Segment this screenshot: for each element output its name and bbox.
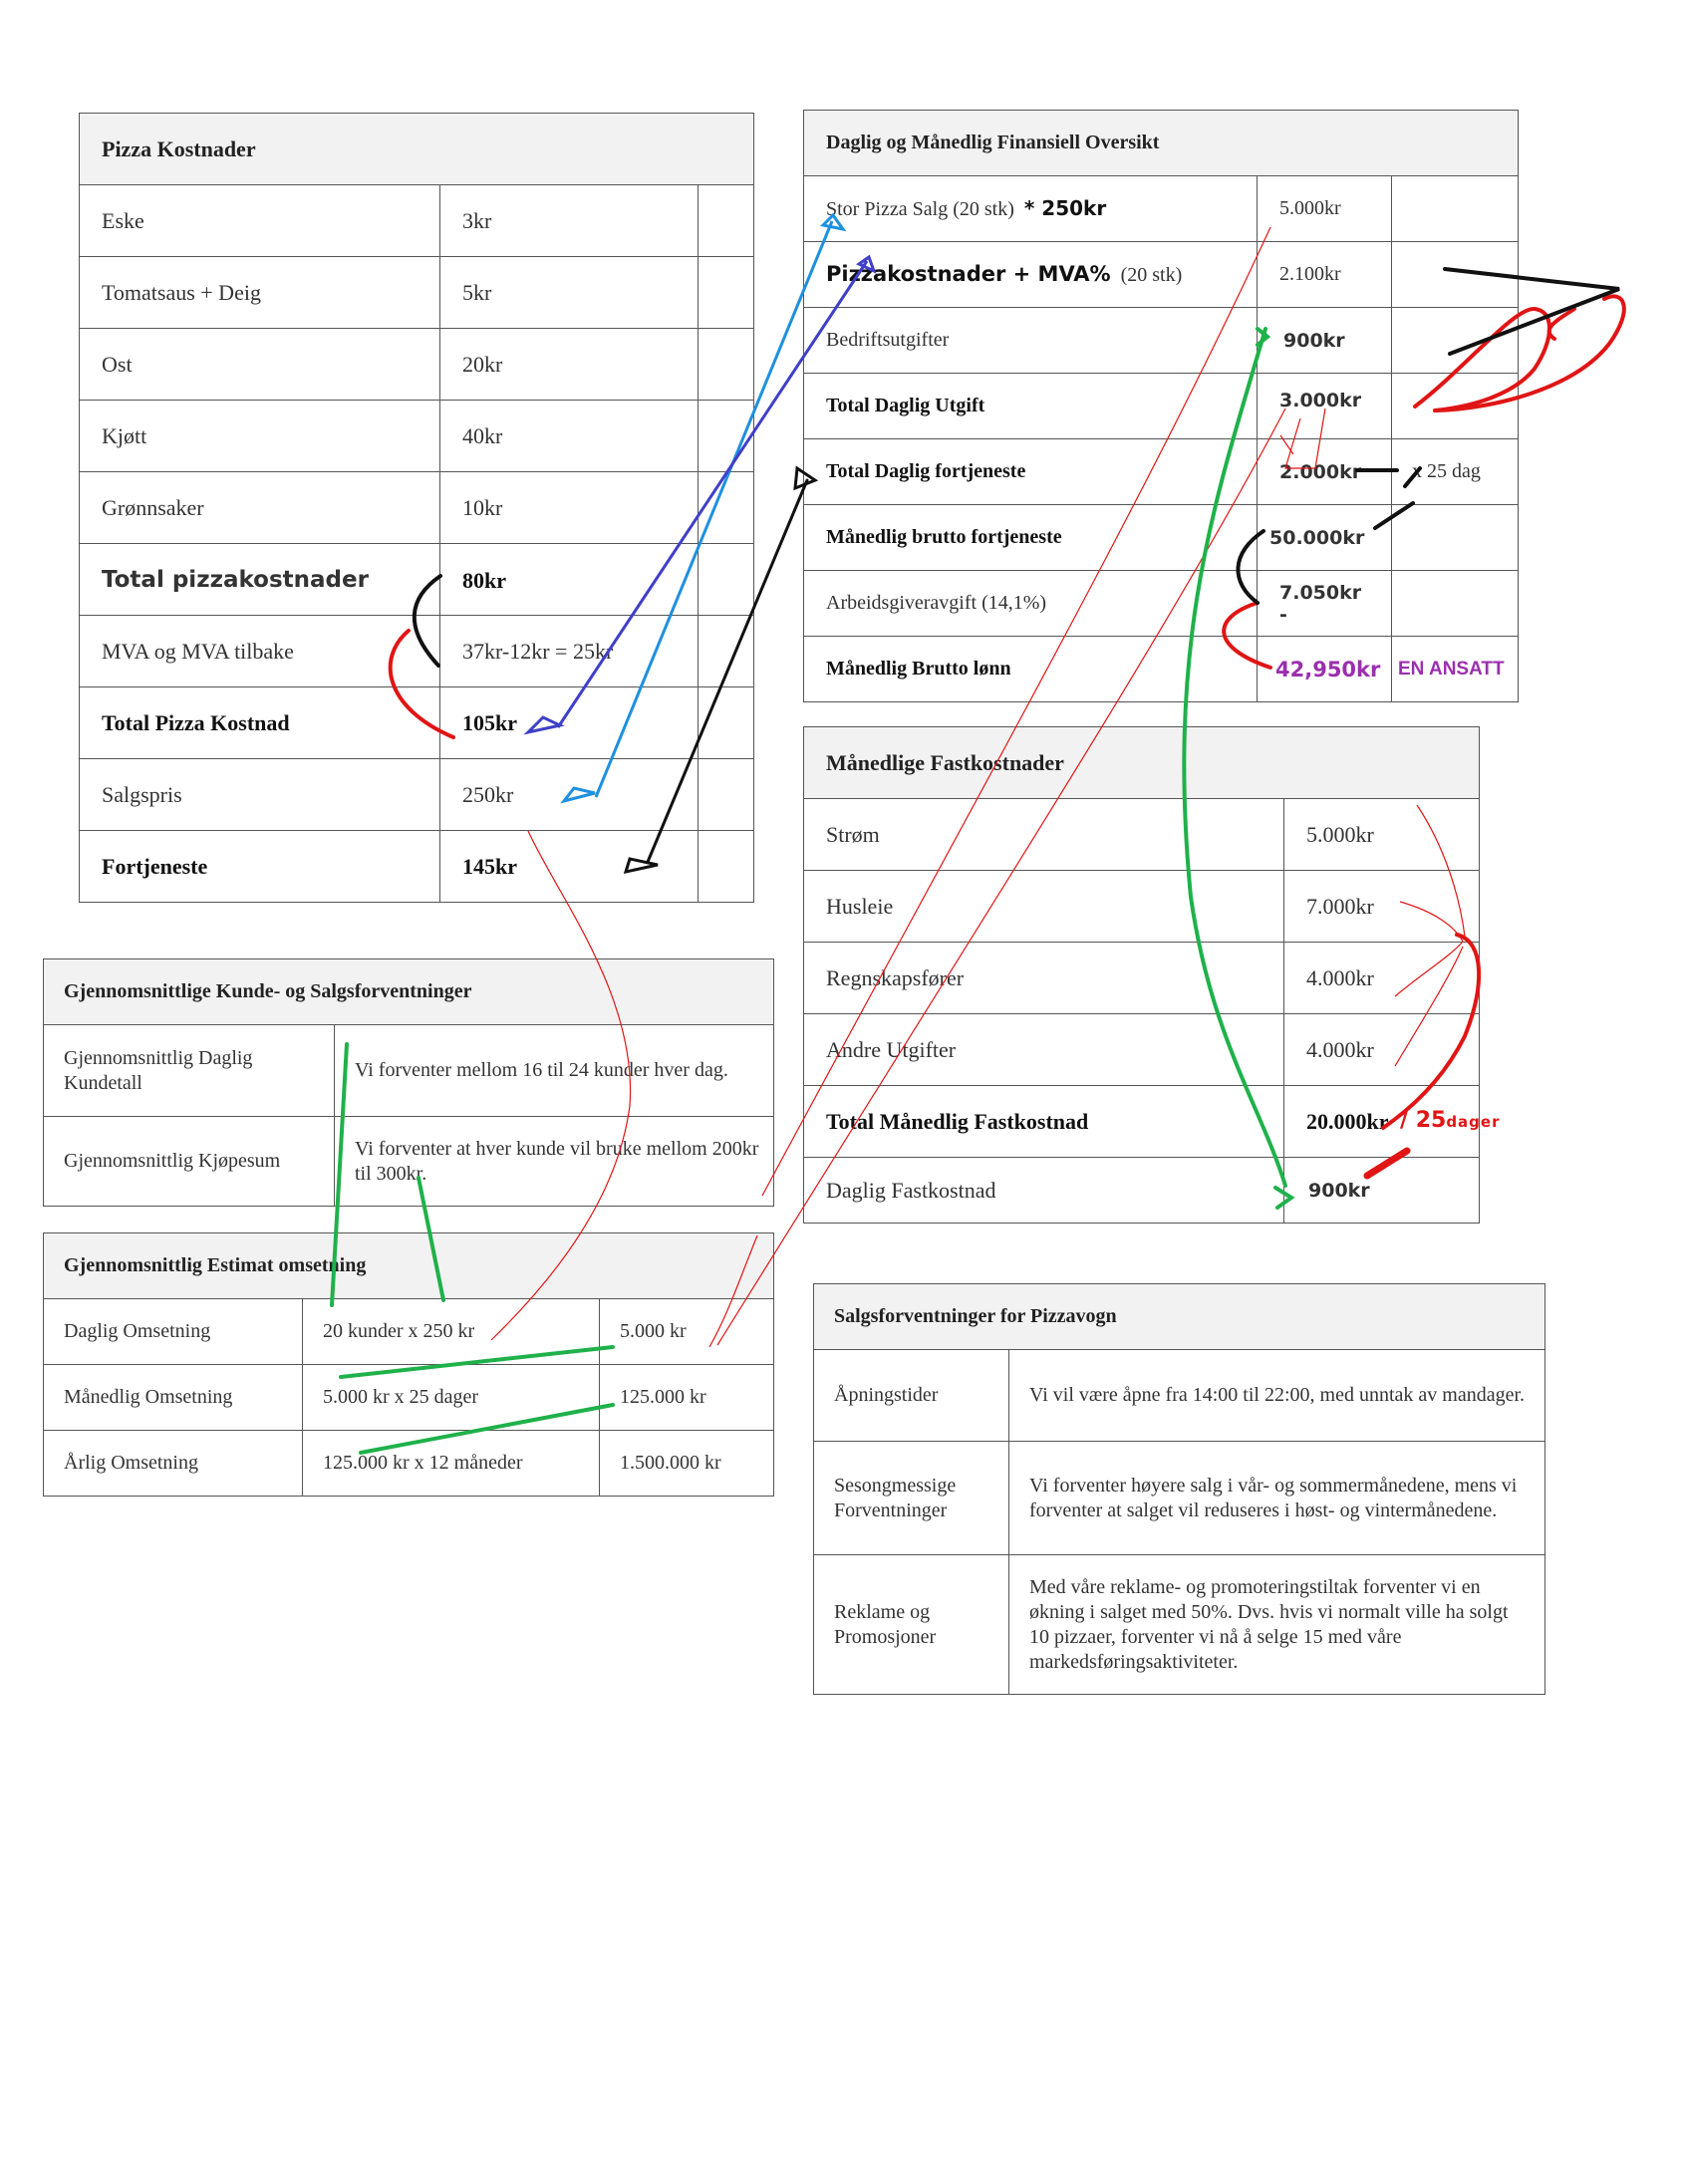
row-label: Årlig Omsetning	[44, 1431, 303, 1497]
row-value: 250kr	[440, 759, 699, 831]
row-value: 80kr	[440, 544, 699, 616]
row-label: Total Daglig Utgift	[804, 374, 1258, 439]
table-row	[804, 176, 1519, 242]
row-label: Salgspris	[80, 759, 440, 831]
divider-annotation: / 25dager	[1400, 1108, 1501, 1133]
row-value: 105kr	[440, 687, 699, 759]
table-row	[80, 616, 754, 687]
table-row	[44, 1117, 774, 1207]
table-row	[44, 1299, 774, 1365]
table-row	[804, 374, 1519, 439]
row-label: Grønnsaker	[80, 472, 440, 544]
row-value: Vi forventer mellom 16 til 24 kunder hver dag.	[335, 1025, 774, 1117]
table-row	[804, 943, 1480, 1014]
revenue-estimate-title: Gjennomsnittlig Estimat omsetning	[44, 1233, 774, 1299]
row-label: Gjennomsnittlig Daglig Kundetall	[44, 1025, 335, 1117]
row-value: 900kr	[1258, 308, 1392, 374]
sales-expectations-title: Salgsforventninger for Pizzavogn	[814, 1284, 1545, 1350]
table-row	[80, 329, 754, 401]
row-value: 3.000kr	[1258, 374, 1392, 439]
row-value: 40kr	[440, 401, 699, 472]
row-value: 20kr	[440, 329, 699, 401]
row-calc: 125.000 kr x 12 måneder	[303, 1431, 600, 1497]
row-value: Med våre reklame- og promoteringstiltak forventer vi en økning i salget med 50%. Dvs. hvis vi normalt ville ha solgt 10 pizzaer, forventer vi nå å selge 15 med våre markedsføringsaktiviteter.	[1009, 1555, 1545, 1695]
row-label: Tomatsaus + Deig	[80, 257, 440, 329]
row-label: Reklame og Promosjoner	[814, 1555, 1009, 1695]
table-row	[80, 401, 754, 472]
row-value: 3kr	[440, 185, 699, 257]
red-curve	[1549, 309, 1574, 339]
row-calc: 5.000 kr x 25 dager	[303, 1365, 600, 1431]
row-note: x 25 dag	[1392, 439, 1519, 505]
table-row	[80, 759, 754, 831]
row-label: Månedlig Omsetning	[44, 1365, 303, 1431]
table-row	[804, 637, 1519, 702]
row-label: Kjøtt	[80, 401, 440, 472]
row-label: Åpningstider	[814, 1350, 1009, 1442]
row-calc: 20 kunder x 250 kr	[303, 1299, 600, 1365]
row-value: 4.000kr	[1284, 943, 1480, 1014]
row-value: 42,950kr	[1258, 637, 1392, 702]
row-note: EN ANSATT	[1392, 637, 1519, 702]
table-row	[804, 242, 1519, 308]
sales-expectations-table	[813, 1283, 1545, 1695]
row-value: 37kr-12kr = 25kr	[440, 616, 699, 687]
row-value: 20.000kr	[1306, 1108, 1389, 1134]
row-value: Vi vil være åpne fra 14:00 til 22:00, med unntak av mandager.	[1009, 1350, 1545, 1442]
row-extra: (20 stk)	[1120, 264, 1183, 286]
table-row	[804, 308, 1519, 374]
customer-expectations-table	[43, 958, 774, 1207]
pizza-costs-table	[79, 113, 754, 903]
row-extra: * 250kr	[1023, 196, 1107, 220]
row-value: 5kr	[440, 257, 699, 329]
revenue-estimate-table	[43, 1232, 774, 1497]
row-label: Andre Utgifter	[804, 1014, 1284, 1086]
row-value: 5.000kr	[1258, 176, 1392, 242]
row-label: Total Pizza Kostnad	[80, 687, 440, 759]
row-label: Ost	[80, 329, 440, 401]
row-label: Total Månedlig Fastkostnad	[804, 1086, 1284, 1158]
table-row	[804, 439, 1519, 505]
pizza-costs-title: Pizza Kostnader	[80, 114, 754, 185]
row-label: Daglig Omsetning	[44, 1299, 303, 1365]
row-value: Vi forventer at hver kunde vil bruke mellom 200kr til 300kr.	[335, 1117, 774, 1207]
table-row	[804, 799, 1480, 871]
table-row	[80, 472, 754, 544]
row-label: Daglig Fastkostnad	[804, 1158, 1284, 1224]
table-row	[80, 185, 754, 257]
table-row	[804, 871, 1480, 943]
row-label: Fortjeneste	[80, 831, 440, 903]
row-value: 7.050kr -	[1258, 571, 1392, 637]
fixed-costs-table	[803, 726, 1480, 1224]
table-row	[80, 687, 754, 759]
row-value: 125.000 kr	[600, 1365, 774, 1431]
customer-expectations-title: Gjennomsnittlige Kunde- og Salgsforventninger	[44, 959, 774, 1025]
row-label: Månedlig Brutto lønn	[804, 637, 1258, 702]
table-row	[814, 1442, 1545, 1555]
row-value: 5.000 kr	[600, 1299, 774, 1365]
table-row	[80, 831, 754, 903]
row-value: 10kr	[440, 472, 699, 544]
row-value: 5.000kr	[1284, 799, 1480, 871]
row-label: Total pizzakostnader	[80, 544, 440, 616]
table-row	[80, 544, 754, 616]
table-row	[814, 1555, 1545, 1695]
row-label: Total Daglig fortjeneste	[804, 439, 1258, 505]
row-label: Stor Pizza Salg (20 stk)	[826, 198, 1014, 220]
table-row	[44, 1365, 774, 1431]
row-label: Strøm	[804, 799, 1284, 871]
financial-overview-table	[803, 110, 1519, 702]
row-value: 7.000kr	[1284, 871, 1480, 943]
table-row	[804, 1086, 1480, 1158]
row-label: Bedriftsutgifter	[804, 308, 1258, 374]
row-value: 1.500.000 kr	[600, 1431, 774, 1497]
row-label: Gjennomsnittlig Kjøpesum	[44, 1117, 335, 1207]
row-label: Pizzakostnader + MVA%	[826, 262, 1111, 286]
row-label: Arbeidsgiveravgift (14,1%)	[804, 571, 1258, 637]
table-row	[80, 257, 754, 329]
row-value: 4.000kr	[1284, 1014, 1480, 1086]
row-label: Sesongmessige Forventninger	[814, 1442, 1009, 1555]
table-row	[804, 571, 1519, 637]
row-value: 50.000kr	[1258, 505, 1392, 571]
row-label: Månedlig brutto fortjeneste	[804, 505, 1258, 571]
row-value: 2.100kr	[1258, 242, 1392, 308]
financial-overview-title: Daglig og Månedlig Finansiell Oversikt	[804, 111, 1519, 176]
row-label: MVA og MVA tilbake	[80, 616, 440, 687]
table-row	[814, 1350, 1545, 1442]
table-row	[44, 1025, 774, 1117]
table-row	[804, 1014, 1480, 1086]
table-row	[804, 505, 1519, 571]
row-label: Husleie	[804, 871, 1284, 943]
row-value: 900kr	[1284, 1158, 1480, 1224]
row-value: 2.000kr	[1258, 439, 1392, 505]
row-label: Regnskapsfører	[804, 943, 1284, 1014]
fixed-costs-title: Månedlige Fastkostnader	[804, 727, 1480, 799]
table-row	[44, 1431, 774, 1497]
row-value: Vi forventer høyere salg i vår- og sommermånedene, mens vi forventer at salget vil reduseres i høst- og vintermånedene.	[1009, 1442, 1545, 1555]
row-label: Eske	[80, 185, 440, 257]
row-value: 145kr	[440, 831, 699, 903]
table-row	[804, 1158, 1480, 1224]
